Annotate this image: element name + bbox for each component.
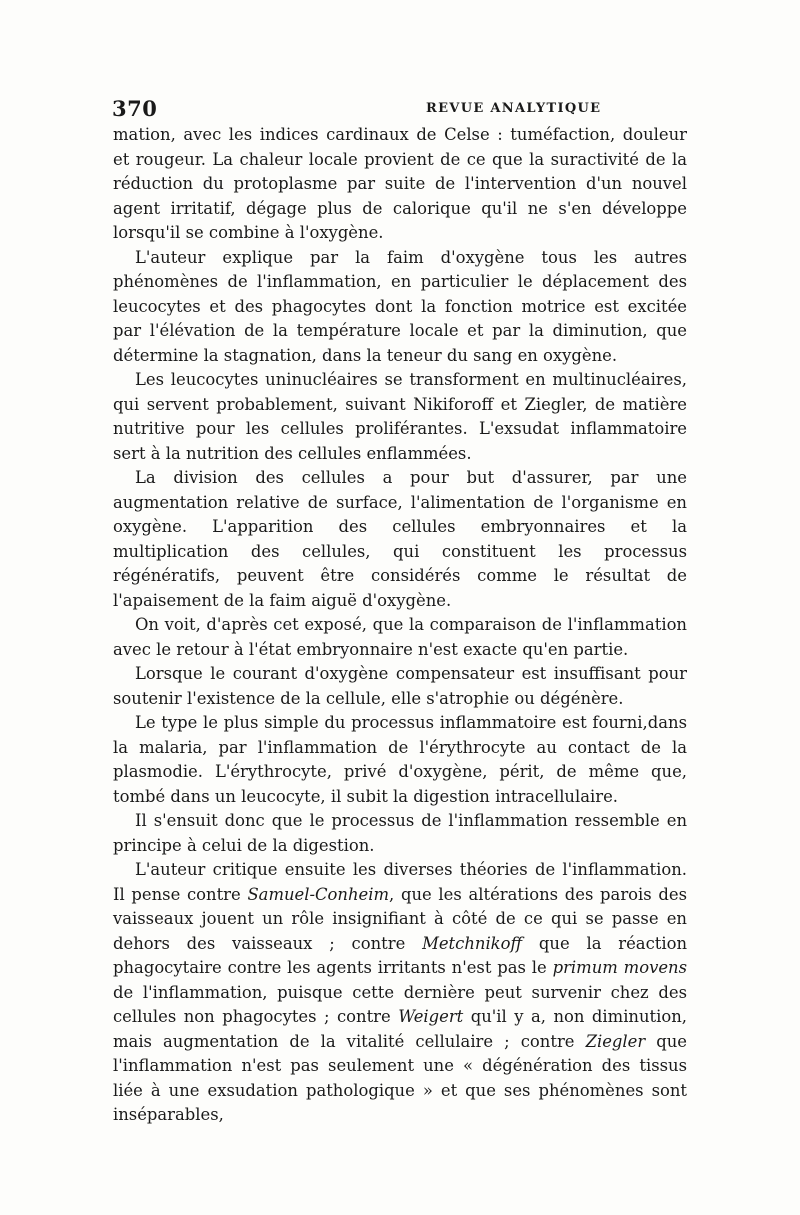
- text-segment: , que les altérations des parois des vaisseaux jouent un rôle insignifiant à côté de ce qui se passe en dehors des vaisseaux ; contre: [113, 884, 687, 953]
- paragraph: [113, 613, 687, 662]
- text-segment: On voit, d'après cet exposé, que la comparaison de l'inflammation avec le retour à l'état embryonnaire n'est exacte qu'en partie.: [113, 615, 687, 659]
- body-text: [113, 123, 687, 1128]
- page-number: 370: [112, 96, 158, 121]
- paragraph: [113, 123, 687, 246]
- text-segment: que la réaction phagocytaire contre les agents irritants n'est pas le: [113, 933, 687, 977]
- paragraph: [113, 662, 687, 711]
- text-segment: que l'inflammation n'est pas seulement une « dégénération des tissus liée à une exsudation pathologique » et que ses phénomènes sont inséparables,: [113, 1031, 687, 1124]
- paragraph: [113, 466, 687, 613]
- text-segment: mation, avec les indices cardinaux de Celse : tuméfaction, douleur et rougeur. La chaleur locale provient de ce que la suractivité de la réduction du protoplasme par suite de l'intervention d'un nouvel agent irritatif, dégage plus de calorique qu'il ne s'en développe lorsqu'il se combine à l'oxygène.: [113, 125, 687, 242]
- paragraph: [113, 809, 687, 858]
- text-segment: L'auteur critique ensuite les diverses théories de l'inflammation. Il pense contre: [113, 860, 687, 904]
- italic-name: Ziegler: [585, 1031, 646, 1051]
- paragraph: [113, 858, 687, 1128]
- text-segment: Les leucocytes uninucléaires se transforment en multinucléaires, qui servent probablement, suivant Nikiforoff et Ziegler, de matière nutritive pour les cellules proliférantes. L'exsudat inflammatoire sert à la nutrition des cellules enflammées.: [113, 370, 687, 463]
- italic-name: Samuel-Conheim: [247, 884, 390, 904]
- italic-name: Metchnikoff: [422, 933, 523, 953]
- italic-name: primum movens: [552, 958, 687, 977]
- page-header: [112, 96, 686, 120]
- paragraph: [113, 246, 687, 369]
- text-segment: Lorsque le courant d'oxygène compensateur est insuffisant pour soutenir l'existence de la cellule, elle s'atrophie ou dégénère.: [113, 664, 687, 708]
- text-segment: qu'il y a, non diminution, mais augmentation de la vitalité cellulaire ; contre: [113, 1007, 688, 1051]
- text-segment: L'auteur explique par la faim d'oxygène tous les autres phénomènes de l'inflammation, en particulier le déplacement des leucocytes et des phagocytes dont la fonction motrice est excitée par l'élévation de la température locale et par la diminution, que détermine la stagnation, dans la teneur du sang en oxygène.: [113, 247, 687, 365]
- running-title: REVUE ANALYTIQUE: [426, 101, 602, 116]
- paragraph: [113, 368, 687, 466]
- italic-name: Weigert: [398, 1007, 464, 1026]
- text-segment: La division des cellules a pour but d'assurer, par une augmentation relative de surface, l'alimentation de l'organisme en oxygène. L'apparition des cellules embryonnaires et la multiplication des cellules, qui constituent les processus régénératifs, peuvent être considérés comme le résultat de l'apaisement de la faim aiguë d'oxygène.: [113, 468, 687, 610]
- text-segment: Le type le plus simple du processus inflammatoire est fourni,dans la malaria, par l'inflammation de l'érythrocyte au contact de la plasmodie. L'érythrocyte, privé d'oxygène, périt, de même que, tombé dans un leucocyte, il subit la digestion intracellulaire.: [113, 713, 687, 806]
- text-segment: Il s'ensuit donc que le processus de l'inflammation ressemble en principe à celui de la digestion.: [113, 811, 687, 855]
- text-segment: de l'inflammation, puisque cette dernière peut survenir chez des cellules non phagocytes ; contre: [113, 982, 687, 1026]
- paragraph: [113, 711, 687, 809]
